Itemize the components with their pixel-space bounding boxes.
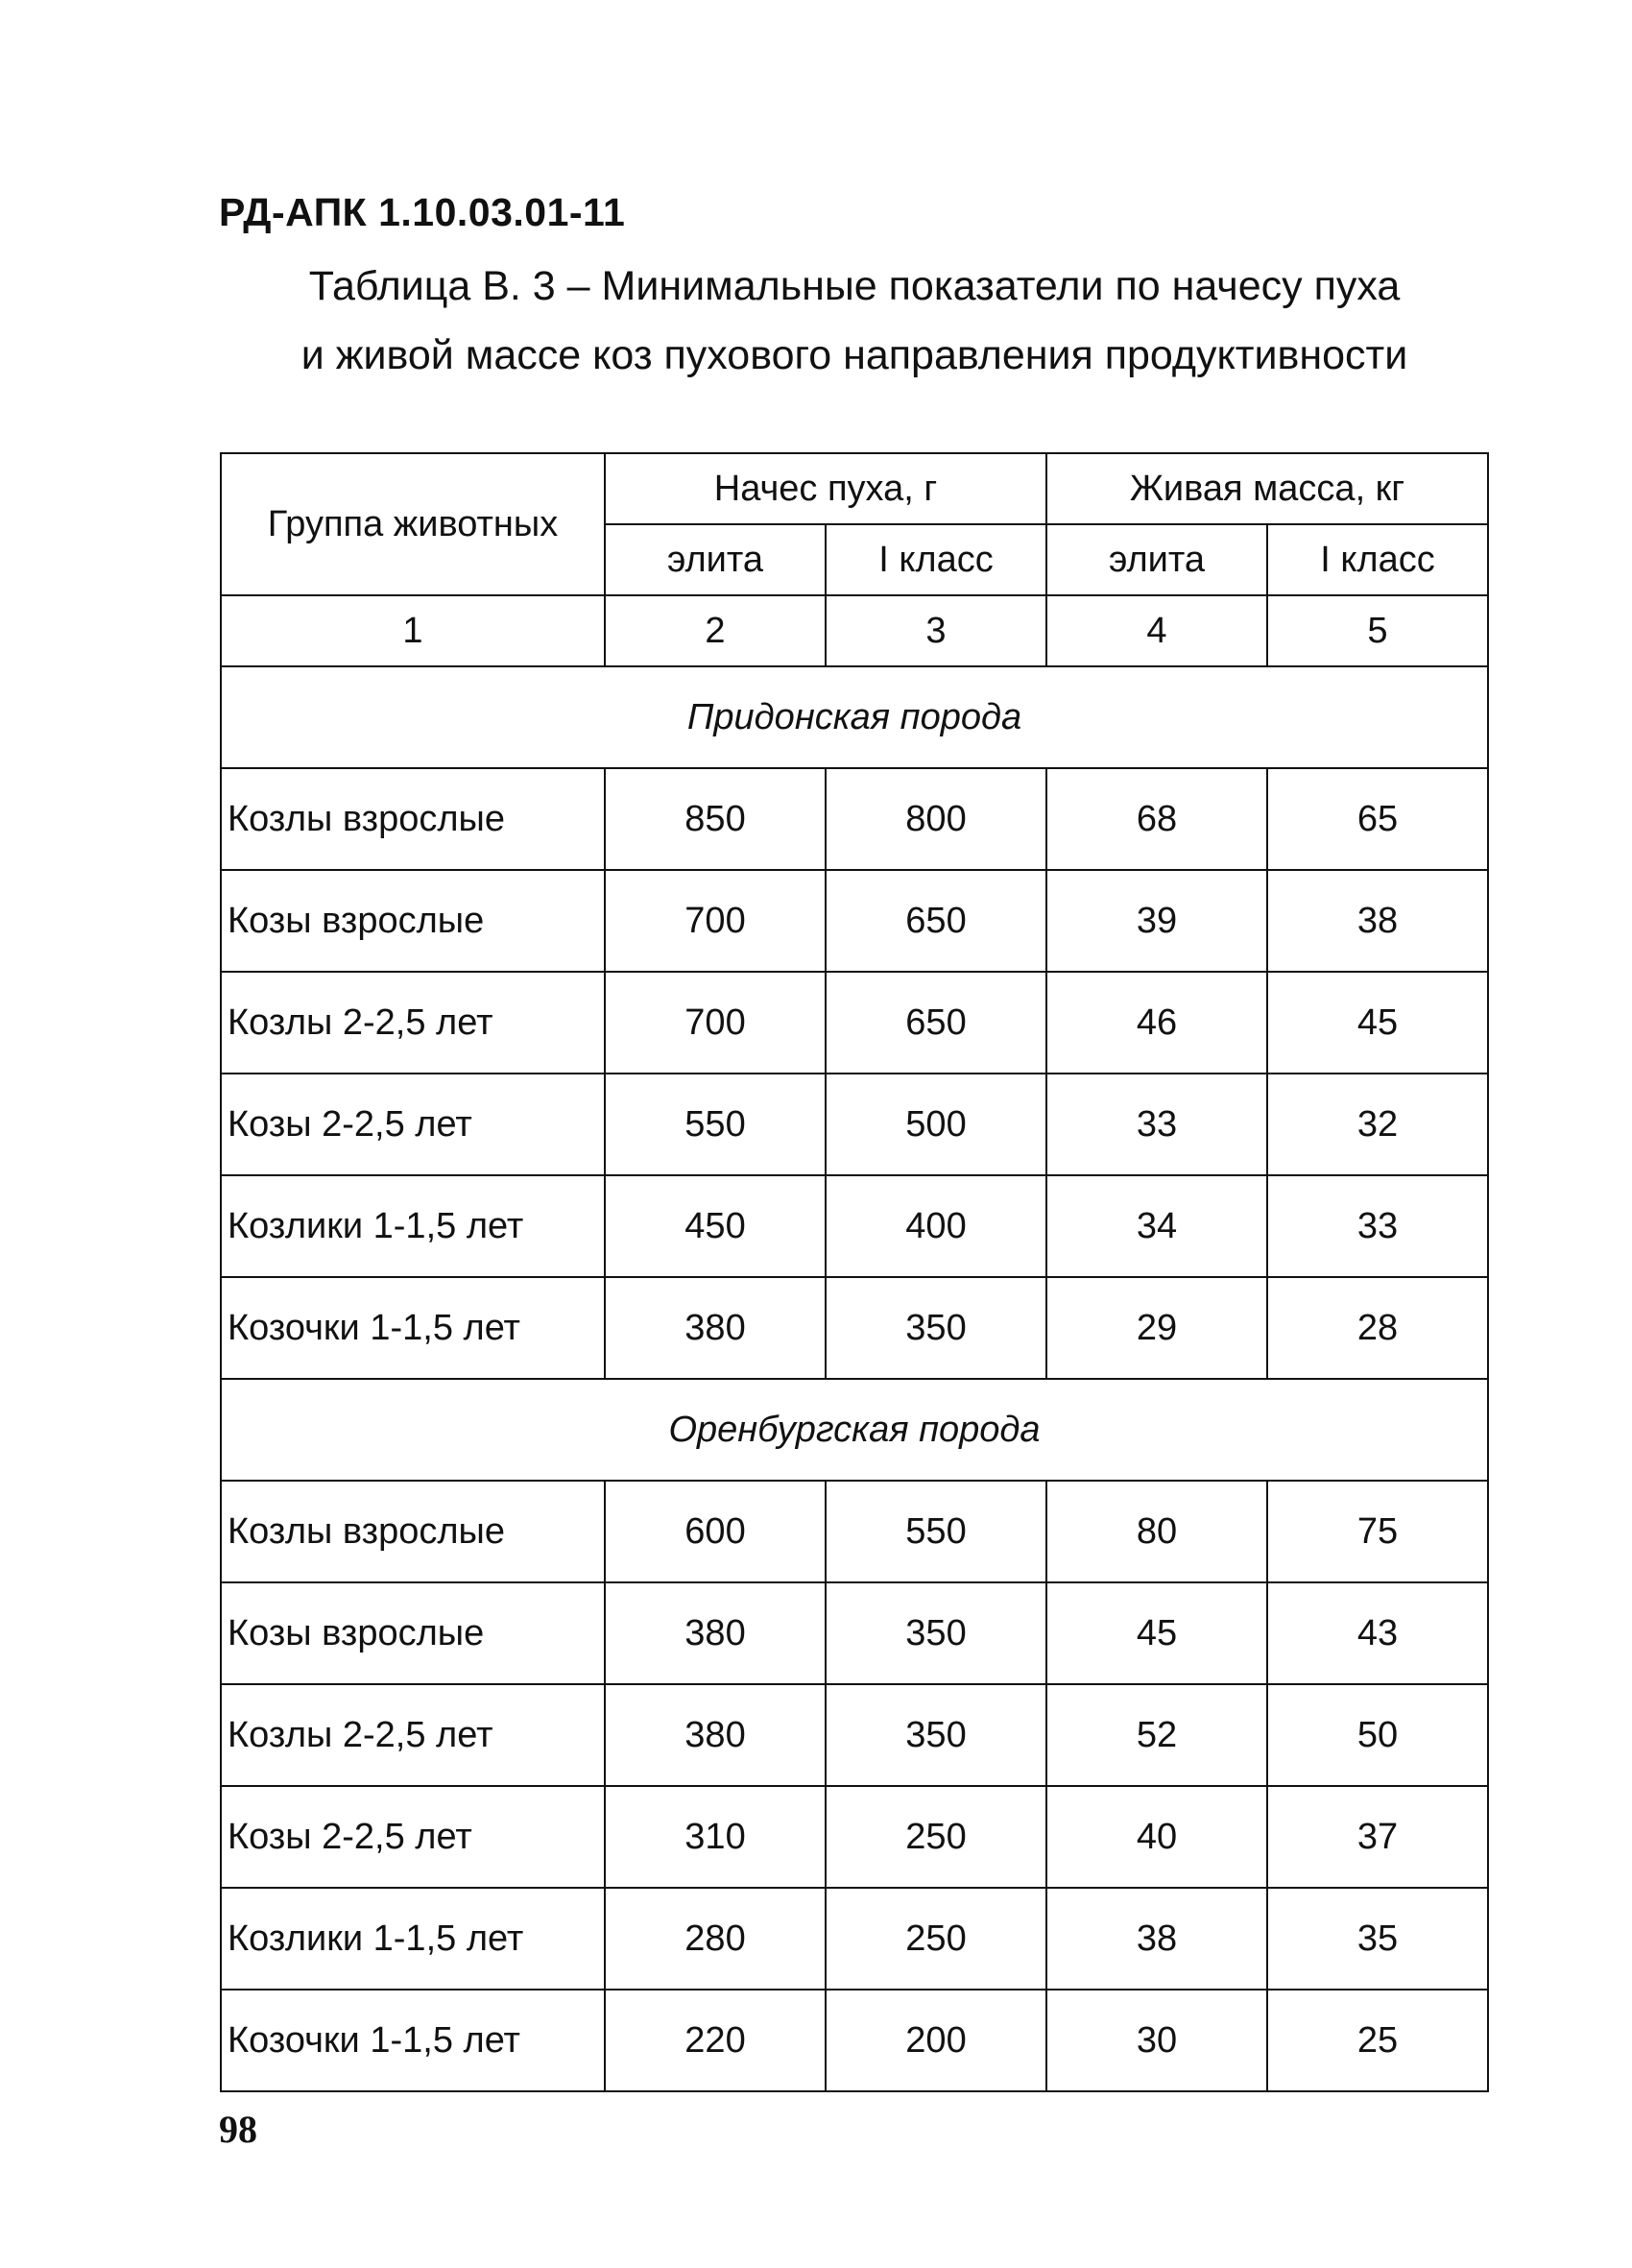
cell-mass-class1: 43 (1267, 1582, 1488, 1684)
cell-mass-elite: 33 (1046, 1074, 1267, 1175)
section-row (221, 666, 1488, 768)
cell-mass-elite: 40 (1046, 1786, 1267, 1888)
table-row (221, 1888, 1488, 1990)
cell-fleece-class1: 650 (826, 972, 1046, 1074)
cell-fleece-class1: 650 (826, 870, 1046, 972)
cell-fleece-elite: 310 (605, 1786, 826, 1888)
column-number: 5 (1267, 595, 1488, 666)
cell-mass-class1: 37 (1267, 1786, 1488, 1888)
caption-line-2: и живой массе коз пухового направления продуктивности (300, 332, 1408, 378)
cell-mass-class1: 28 (1267, 1277, 1488, 1379)
table-row (221, 1277, 1488, 1379)
cell-mass-class1: 32 (1267, 1074, 1488, 1175)
cell-fleece-class1: 800 (826, 768, 1046, 870)
page-number: 98 (219, 2108, 257, 2151)
cell-group: Козы взрослые (221, 1582, 605, 1684)
cell-fleece-class1: 400 (826, 1175, 1046, 1277)
cell-fleece-elite: 280 (605, 1888, 826, 1990)
header-mass-class1: I класс (1267, 524, 1488, 595)
cell-mass-elite: 30 (1046, 1990, 1267, 2091)
cell-fleece-elite: 380 (605, 1582, 826, 1684)
column-number: 4 (1046, 595, 1267, 666)
cell-mass-elite: 39 (1046, 870, 1267, 972)
cell-fleece-elite: 450 (605, 1175, 826, 1277)
section-row (221, 1379, 1488, 1481)
table-caption (288, 252, 1421, 390)
cell-mass-class1: 35 (1267, 1888, 1488, 1990)
header-fleece: Начес пуха, г (605, 453, 1046, 524)
table-row (221, 972, 1488, 1074)
column-number: 3 (826, 595, 1046, 666)
cell-group: Козы взрослые (221, 870, 605, 972)
cell-fleece-elite: 850 (605, 768, 826, 870)
section-title: Придонская порода (221, 666, 1488, 768)
cell-mass-elite: 34 (1046, 1175, 1267, 1277)
table-row (221, 1990, 1488, 2091)
cell-fleece-class1: 250 (826, 1888, 1046, 1990)
cell-mass-class1: 25 (1267, 1990, 1488, 2091)
cell-fleece-elite: 220 (605, 1990, 826, 2091)
table-row (221, 768, 1488, 870)
cell-fleece-elite: 700 (605, 870, 826, 972)
cell-mass-elite: 80 (1046, 1481, 1267, 1582)
cell-mass-class1: 38 (1267, 870, 1488, 972)
header-mass: Живая масса, кг (1046, 453, 1488, 524)
cell-mass-elite: 46 (1046, 972, 1267, 1074)
cell-fleece-class1: 350 (826, 1277, 1046, 1379)
cell-fleece-elite: 700 (605, 972, 826, 1074)
cell-mass-class1: 75 (1267, 1481, 1488, 1582)
table-row (221, 1175, 1488, 1277)
header-fleece-elite: элита (605, 524, 826, 595)
column-number: 2 (605, 595, 826, 666)
table-row (221, 1684, 1488, 1786)
cell-mass-elite: 38 (1046, 1888, 1267, 1990)
goat-indicators-table (220, 452, 1489, 2092)
cell-fleece-class1: 500 (826, 1074, 1046, 1175)
cell-fleece-elite: 550 (605, 1074, 826, 1175)
table-row (221, 1786, 1488, 1888)
cell-mass-elite: 68 (1046, 768, 1267, 870)
header-group: Группа животных (221, 453, 605, 595)
cell-fleece-elite: 380 (605, 1684, 826, 1786)
table-head (221, 453, 1488, 666)
cell-fleece-class1: 550 (826, 1481, 1046, 1582)
cell-fleece-elite: 600 (605, 1481, 826, 1582)
table-row (221, 1582, 1488, 1684)
section-title: Оренбургская порода (221, 1379, 1488, 1481)
cell-mass-class1: 33 (1267, 1175, 1488, 1277)
cell-fleece-class1: 250 (826, 1786, 1046, 1888)
cell-mass-class1: 45 (1267, 972, 1488, 1074)
cell-mass-class1: 65 (1267, 768, 1488, 870)
cell-group: Козлы взрослые (221, 768, 605, 870)
cell-group: Козлы взрослые (221, 1481, 605, 1582)
cell-mass-elite: 29 (1046, 1277, 1267, 1379)
cell-mass-class1: 50 (1267, 1684, 1488, 1786)
cell-group: Козы 2-2,5 лет (221, 1074, 605, 1175)
table-row (221, 1074, 1488, 1175)
cell-group: Козлы 2-2,5 лет (221, 972, 605, 1074)
cell-group: Козлы 2-2,5 лет (221, 1684, 605, 1786)
header-fleece-class1: I класс (826, 524, 1046, 595)
table-row (221, 870, 1488, 972)
table-row (221, 1481, 1488, 1582)
cell-group: Козочки 1-1,5 лет (221, 1990, 605, 2091)
cell-fleece-class1: 350 (826, 1582, 1046, 1684)
cell-group: Козы 2-2,5 лет (221, 1786, 605, 1888)
cell-fleece-class1: 200 (826, 1990, 1046, 2091)
document-code: РД-АПК 1.10.03.01-11 (219, 190, 626, 234)
cell-fleece-class1: 350 (826, 1684, 1046, 1786)
caption-line-1: Таблица В. 3 – Минимальные показатели по начесу пуха (308, 263, 1401, 309)
cell-mass-elite: 45 (1046, 1582, 1267, 1684)
header-mass-elite: элита (1046, 524, 1267, 595)
cell-fleece-elite: 380 (605, 1277, 826, 1379)
cell-group: Козлики 1-1,5 лет (221, 1888, 605, 1990)
cell-mass-elite: 52 (1046, 1684, 1267, 1786)
column-number: 1 (221, 595, 605, 666)
table-body (221, 666, 1488, 2091)
cell-group: Козочки 1-1,5 лет (221, 1277, 605, 1379)
cell-group: Козлики 1-1,5 лет (221, 1175, 605, 1277)
